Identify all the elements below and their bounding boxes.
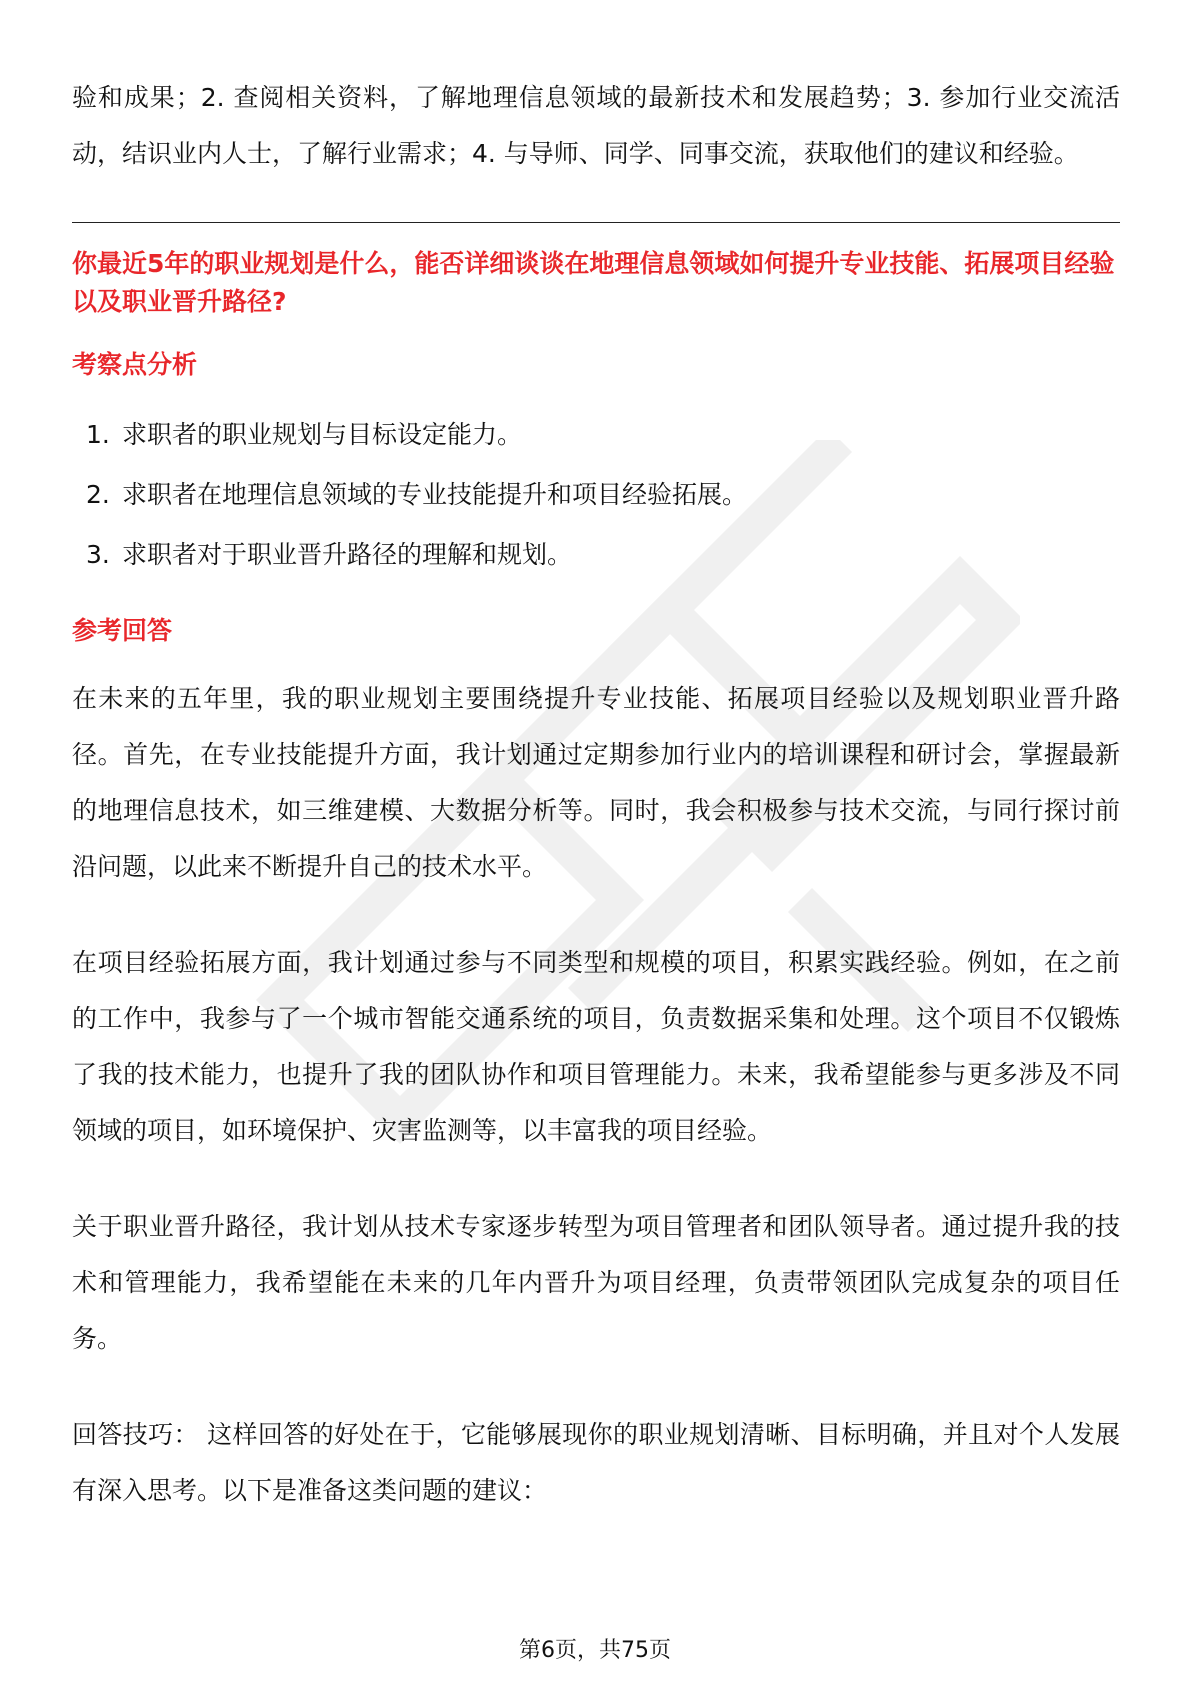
answer-title: 参考回答 bbox=[72, 616, 173, 645]
list-item bbox=[86, 407, 1120, 463]
paragraph-gap bbox=[72, 895, 1120, 935]
answer-paragraph: 在项目经验拓展方面，我计划通过参与不同类型和规模的项目，积累实践经验。例如，在之前的工作中，我参与了一个城市智能交通系统的项目，负责数据采集和处理。这个项目不仅锻炼了我的技术能力，也提升了我的团队协作和项目管理能力。未来，我希望能参与更多涉及不同领域的项目，如环境保护、灾害监测等，以丰富我的项目经验。 bbox=[72, 948, 1120, 1145]
intro-paragraph: 验和成果；2. 查阅相关资料，了解地理信息领域的最新技术和发展趋势；3. 参加行业交流活动，结识业内人士，了解行业需求；4. 与导师、同学、同事交流，获取他们的建议和经验。 bbox=[72, 83, 1120, 168]
tips-paragraph: 回答技巧： 这样回答的好处在于，它能够展现你的职业规划清晰、目标明确，并且对个人发展有深入思考。以下是准备这类问题的建议： bbox=[72, 1420, 1120, 1505]
list-item-number: 2. bbox=[86, 480, 110, 509]
section-divider bbox=[72, 222, 1120, 223]
page-content bbox=[72, 70, 1120, 1519]
list-item-number: 3. bbox=[86, 540, 110, 569]
analysis-title: 考察点分析 bbox=[72, 350, 198, 379]
list-item-number: 1. bbox=[86, 420, 110, 449]
list-item-text: 求职者在地理信息领域的专业技能提升和项目经验拓展。 bbox=[122, 480, 748, 509]
answer-paragraph: 关于职业晋升路径，我计划从技术专家逐步转型为项目管理者和团队领导者。通过提升我的技术和管理能力，我希望能在未来的几年内晋升为项目经理，负责带领团队完成复杂的项目任务。 bbox=[72, 1212, 1120, 1353]
question-heading: 你最近5年的职业规划是什么，能否详细谈谈在地理信息领域如何提升专业技能、拓展项目经验以及职业晋升路径? bbox=[72, 249, 1115, 316]
list-item-text: 求职者对于职业晋升路径的理解和规划。 bbox=[122, 540, 573, 569]
analysis-list bbox=[72, 407, 1120, 583]
list-item bbox=[86, 467, 1120, 523]
list-item-text: 求职者的职业规划与目标设定能力。 bbox=[122, 420, 523, 449]
list-item bbox=[86, 527, 1120, 583]
paragraph-gap bbox=[72, 1159, 1120, 1199]
paragraph-gap bbox=[72, 1367, 1120, 1407]
page-number: 第6页，共75页 bbox=[519, 1638, 671, 1663]
answer-paragraph: 在未来的五年里，我的职业规划主要围绕提升专业技能、拓展项目经验以及规划职业晋升路径。首先，在专业技能提升方面，我计划通过定期参加行业内的培训课程和研讨会，掌握最新的地理信息技术，如三维建模、大数据分析等。同时，我会积极参与技术交流，与同行探讨前沿问题，以此来不断提升自己的技术水平。 bbox=[72, 684, 1120, 881]
